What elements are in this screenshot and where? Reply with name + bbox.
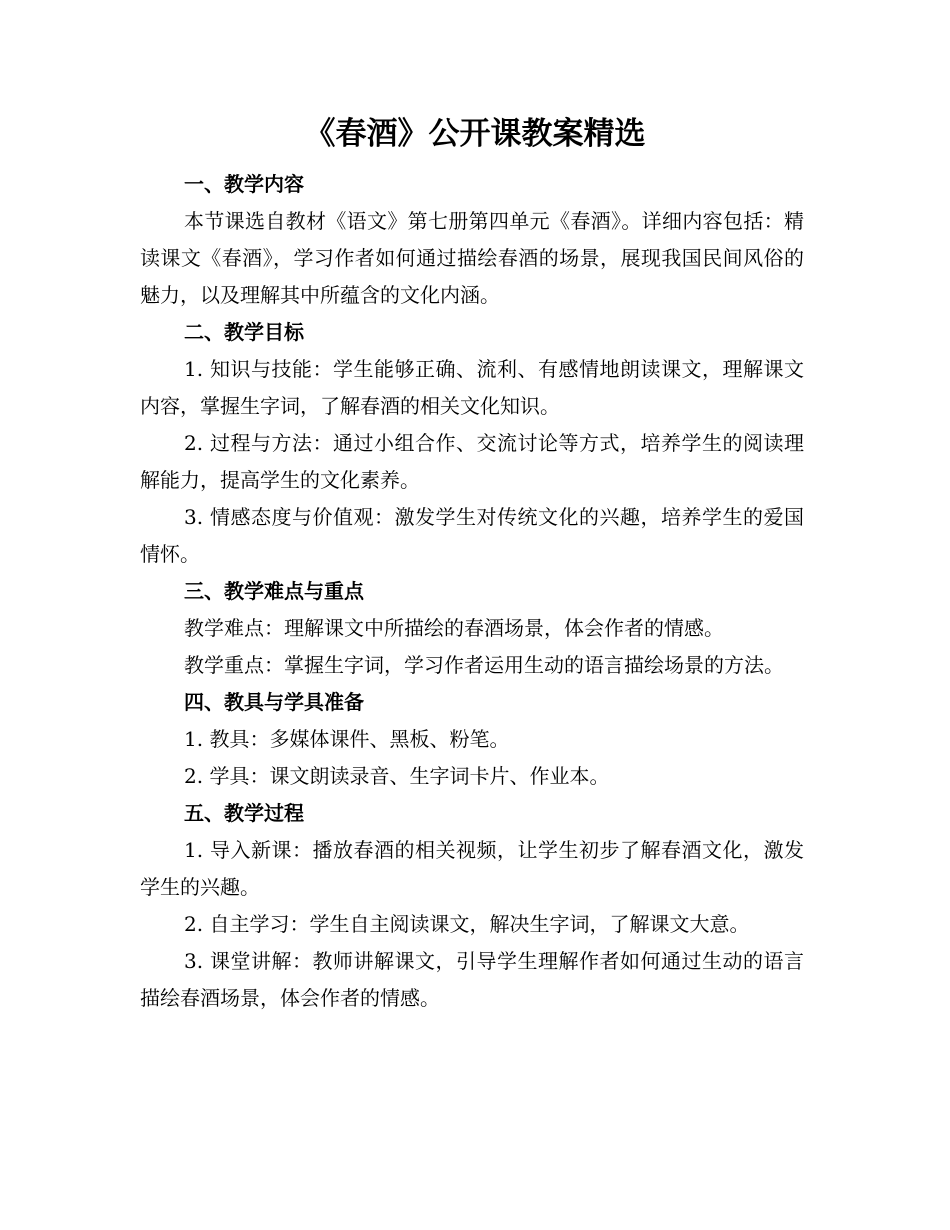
paragraph: 2. 自主学习：学生自主阅读课文，解决生字词，了解课文大意。	[184, 912, 750, 936]
section-heading-key-points: 三、教学难点与重点	[184, 579, 364, 603]
paragraph: 本节课选自教材《语文》第七册第四单元《春酒》。详细内容包括：精读课文《春酒》，学习作者如何通过描绘春酒的场景，展现我国民间风俗的魅力，以及理解其中所蕴含的文化内涵。	[140, 209, 804, 307]
paragraph: 教学难点：理解课文中所描绘的春酒场景，体会作者的情感。	[184, 616, 724, 640]
paragraph: 2. 过程与方法：通过小组合作、交流讨论等方式，培养学生的阅读理解能力，提高学生的文化素养。	[140, 431, 804, 492]
paragraph: 1. 知识与技能：学生能够正确、流利、有感情地朗读课文，理解课文内容，掌握生字词，了解春酒的相关文化知识。	[140, 357, 804, 418]
document-body	[140, 166, 804, 1017]
section-heading-materials: 四、教具与学具准备	[184, 690, 364, 714]
paragraph: 教学重点：掌握生字词，学习作者运用生动的语言描绘场景的方法。	[184, 653, 784, 677]
paragraph: 1. 教具：多媒体课件、黑板、粉笔。	[184, 727, 510, 751]
page-title: 《春酒》公开课教案精选	[304, 116, 646, 152]
paragraph: 3. 课堂讲解：教师讲解课文，引导学生理解作者如何通过生动的语言描绘春酒场景，体会作者的情感。	[140, 949, 804, 1010]
paragraph: 3. 情感态度与价值观：激发学生对传统文化的兴趣，培养学生的爱国情怀。	[140, 505, 804, 566]
paragraph: 2. 学具：课文朗读录音、生字词卡片、作业本。	[184, 764, 610, 788]
section-heading-objectives: 二、教学目标	[184, 320, 304, 344]
paragraph: 1. 导入新课：播放春酒的相关视频，让学生初步了解春酒文化，激发学生的兴趣。	[140, 838, 804, 899]
section-heading-content: 一、教学内容	[184, 172, 304, 196]
section-heading-process: 五、教学过程	[184, 801, 304, 825]
